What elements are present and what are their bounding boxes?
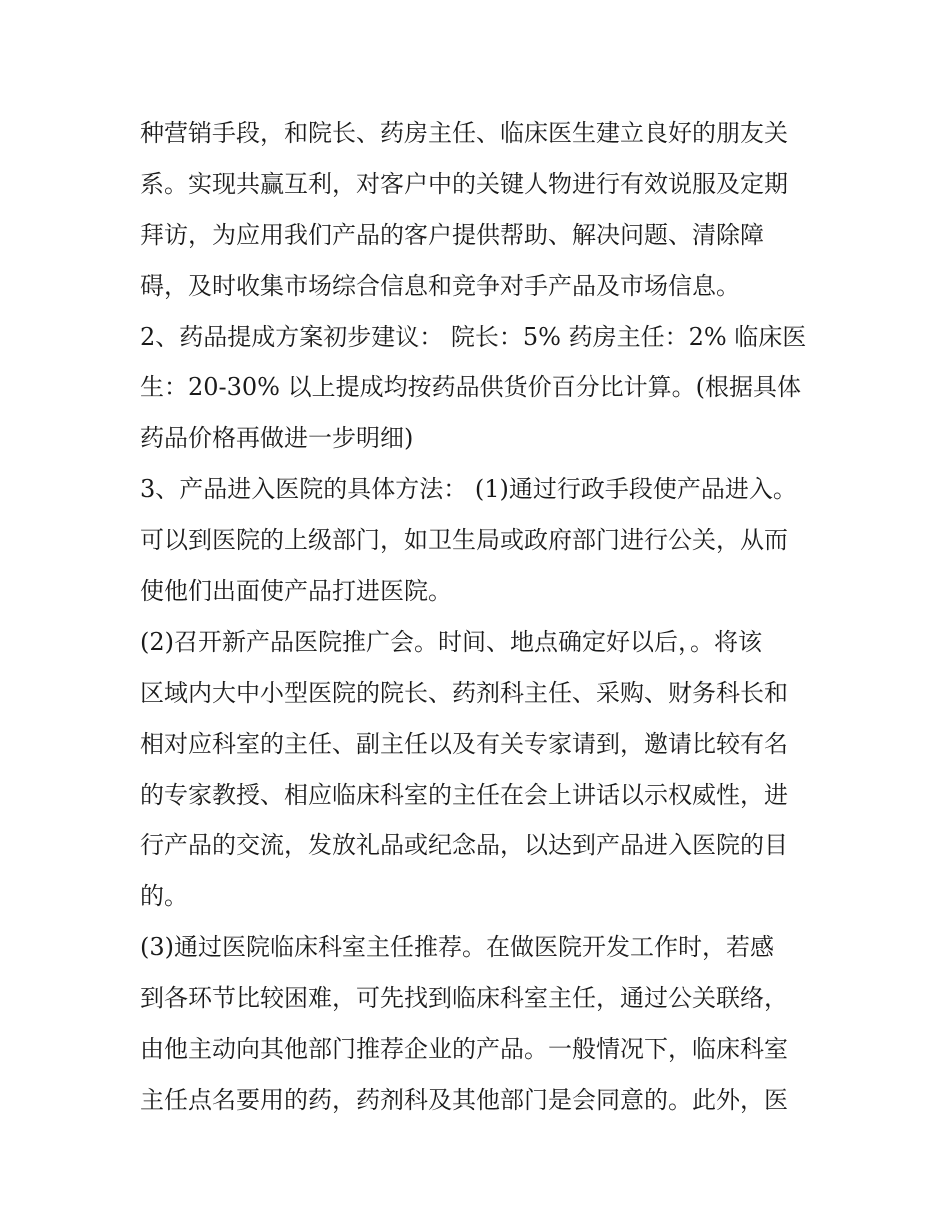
text-line-19: 由他主动向其他部门推荐企业的产品。一般情况下，临床科室	[140, 1035, 788, 1064]
text-line-1: 种营销手段，和院长、药房主任、临床医生建立良好的朋友关	[140, 119, 788, 147]
text-line-6: 生：20-30% 以上提成均按药品供货价百分比计算。(根据具体	[140, 373, 801, 402]
text-line-12: 区域内大中小型医院的院长、药剂科主任、采购、财务科长和	[140, 678, 788, 707]
text-line-2: 系。实现共赢互利，对客户中的关键人物进行有效说服及定期	[140, 169, 788, 198]
text-line-17: (3)通过医院临床科室主任推荐。在做医院开发工作时，若感	[140, 933, 774, 962]
text-line-20: 主任点名要用的药，药剂科及其他部门是会同意的。此外，医	[140, 1085, 788, 1114]
text-line-5: 2、药品提成方案初步建议： 院长：5% 药房主任：2% 临床医	[140, 322, 807, 351]
text-line-13: 相对应科室的主任、副主任以及有关专家请到，邀请比较有名	[140, 729, 788, 758]
body-text	[140, 108, 820, 1126]
text-line-9: 可以到医院的上级部门，如卫生局或政府部门进行公关，从而	[140, 526, 788, 555]
text-line-11: (2)召开新产品医院推广会。时间、地点确定好以后，。将该	[140, 627, 762, 656]
text-line-10: 使他们出面使产品打进医院。	[140, 577, 452, 606]
text-line-3: 拜访，为应用我们产品的客户提供帮助、解决问题、清除障	[140, 220, 764, 249]
text-line-7: 药品价格再做进一步明细)	[140, 424, 414, 453]
text-line-8: 3、产品进入医院的具体方法： (1)通过行政手段使产品进入。	[140, 475, 797, 504]
text-line-18: 到各环节比较困难，可先找到临床科室主任，通过公关联络，	[140, 984, 788, 1013]
text-line-16: 的。	[140, 882, 188, 911]
text-line-15: 行产品的交流，发放礼品或纪念品，以达到产品进入医院的目	[140, 831, 788, 860]
text-line-14: 的专家教授、相应临床科室的主任在会上讲话以示权威性，进	[140, 780, 788, 809]
text-line-4: 碍，及时收集市场综合信息和竞争对手产品及市场信息。	[140, 271, 740, 300]
